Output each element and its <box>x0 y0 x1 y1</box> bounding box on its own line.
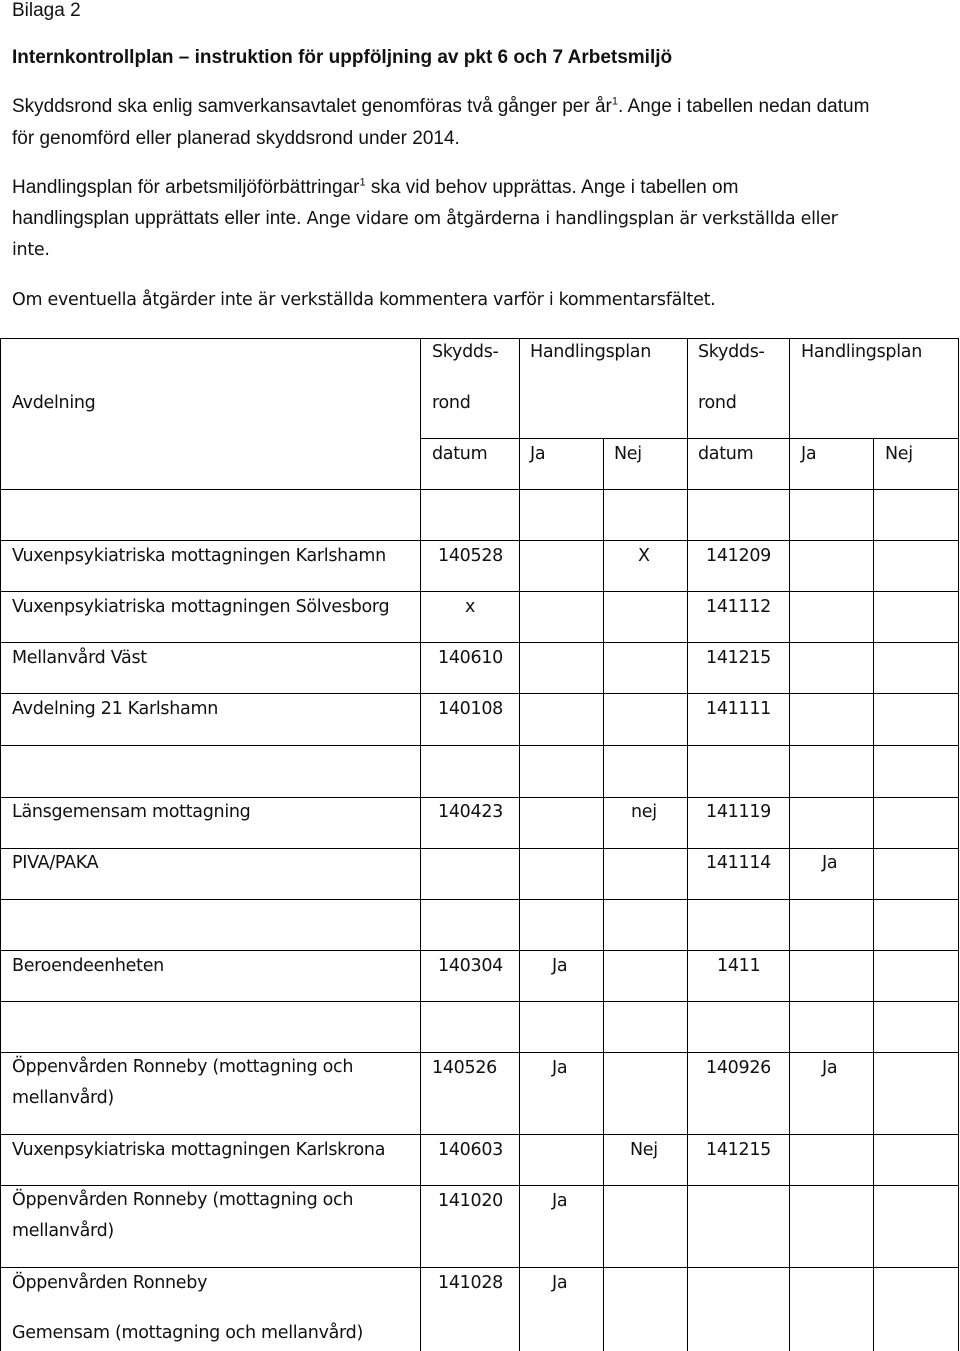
table-row-datum-1: 141028 <box>438 1273 504 1293</box>
header-skydds-2: Skydds- <box>698 342 765 362</box>
table-row-nej-1: nej <box>631 802 657 822</box>
table-row-datum-1: 140423 <box>438 802 504 822</box>
intro-paragraph-1-line-2: för genomförd eller planerad skyddsrond under 2014. <box>12 128 460 149</box>
table-row-avdelning: Öppenvården Ronneby (mottagning och mellanvård) <box>12 1057 354 1108</box>
table-row-datum-1: 141020 <box>438 1191 504 1211</box>
table-row-datum-2: 141215 <box>706 1140 772 1160</box>
header-rond-2: rond <box>698 393 737 413</box>
header-handlingsplan-1: Handlingsplan <box>530 342 652 362</box>
table-row-datum-2: 1411 <box>717 956 761 976</box>
header-nej-1: Nej <box>614 444 642 464</box>
table-row-datum-2: 140926 <box>706 1058 772 1078</box>
table-row-avdelning: Vuxenpsykiatriska mottagningen Karlshamn <box>12 546 386 566</box>
table-row-datum-1: x <box>465 597 476 617</box>
table-row-datum-1: 140108 <box>438 699 504 719</box>
table-row-datum-1: 140526 <box>432 1058 498 1078</box>
table-row-datum-2: 141112 <box>706 597 772 617</box>
table-row-datum-1: 140528 <box>438 546 504 566</box>
intro-paragraph-3: Om eventuella åtgärder inte är verkställda kommentera varför i kommentarsfältet. <box>12 290 716 310</box>
table-row-ja-1: Ja <box>552 1191 568 1211</box>
header-rond-1: rond <box>432 393 471 413</box>
table-row-nej-1: Nej <box>630 1140 658 1160</box>
header-datum-2: datum <box>698 444 754 464</box>
table-row-avdelning: Avdelning 21 Karlshamn <box>12 699 219 719</box>
table-row-avdelning: Länsgemensam mottagning <box>12 802 251 822</box>
table-row-datum-2: 141114 <box>706 853 772 873</box>
intro-paragraph-2-line-3: inte. <box>12 240 50 260</box>
header-ja-1: Ja <box>530 444 546 464</box>
table-row-ja-2: Ja <box>822 853 838 873</box>
table-row-datum-2: 141209 <box>706 546 772 566</box>
header-skydds-1: Skydds- <box>432 342 499 362</box>
table-row-avdelning: Beroendeenheten <box>12 956 164 976</box>
header-datum-1: datum <box>432 444 488 464</box>
table-row-avdelning: Vuxenpsykiatriska mottagningen Sölvesborg <box>12 597 390 617</box>
table-row-datum-2: 141119 <box>706 802 772 822</box>
table-row-datum-1: 140610 <box>438 648 504 668</box>
table-row-datum-2: 141215 <box>706 648 772 668</box>
table-row-ja-1: Ja <box>552 1058 568 1078</box>
table-row-nej-1: X <box>638 546 650 566</box>
table-row-avdelning: Öppenvården Ronneby <box>12 1273 208 1293</box>
intro-paragraph-2-line-1: Handlingsplan för arbetsmiljöförbättringar$^1$ ska vid behov upprättas. Ange i tabellen om <box>12 176 739 198</box>
table-row-avdelning: PIVA/PAKA <box>12 853 99 873</box>
header-nej-2: Nej <box>885 444 913 464</box>
table-row-ja-1: Ja <box>552 1273 568 1293</box>
attachment-label: Bilaga 2 <box>12 0 81 21</box>
table-row-datum-1: 140304 <box>438 956 504 976</box>
intro-paragraph-2-line-2: handlingsplan upprättats eller inte. Ange vidare om åtgärderna i handlingsplan är verkställda eller <box>12 208 838 229</box>
header-handlingsplan-2: Handlingsplan <box>801 342 923 362</box>
table-row-ja-2: Ja <box>822 1058 838 1078</box>
header-avdelning: Avdelning <box>12 393 96 413</box>
table-row-ja-1: Ja <box>552 956 568 976</box>
document-title: Internkontrollplan – instruktion för uppföljning av pkt 6 och 7 Arbetsmiljö <box>12 47 673 68</box>
intro-paragraph-1-line-1: Skyddsrond ska enlig samverkansavtalet genomföras två gånger per $år^1$. Ange i tabellen nedan datum <box>12 95 870 117</box>
table-row-avdelning: Vuxenpsykiatriska mottagningen Karlskrona <box>12 1140 386 1160</box>
header-ja-2: Ja <box>801 444 817 464</box>
table-row-avdelning: Mellanvård Väst <box>12 648 147 668</box>
table-row-avdelning: Öppenvården Ronneby (mottagning och mellanvård) <box>12 1190 354 1241</box>
table-row-avdelning: Gemensam (mottagning och mellanvård) <box>12 1323 363 1343</box>
table-row-datum-1: 140603 <box>438 1140 504 1160</box>
table-row-datum-2: 141111 <box>706 699 772 719</box>
